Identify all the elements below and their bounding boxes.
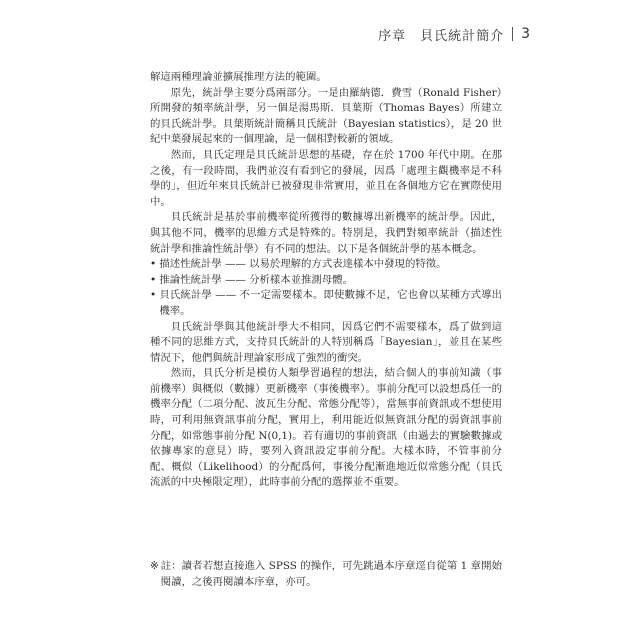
header-divider — [512, 27, 513, 41]
list-item-text: 推論性統計學 —— 分析樣本並推測母體。 — [159, 273, 353, 286]
list-item-text: 描述性統計學 —— 以易於理解的方式表達樣本中發現的特徵。 — [159, 258, 447, 271]
concept-list — [150, 257, 502, 319]
paragraph-continued: 解這兩種理論並擴展推理方法的範圍。 — [150, 71, 327, 83]
bullet-mark: • — [150, 258, 157, 271]
list-item — [150, 273, 502, 289]
footnote-mark: ※ — [150, 560, 159, 572]
body-text — [150, 70, 502, 491]
list-item-text: 貝氏統計學 —— 不一定需要樣本。即使數據不足，它也會以某種方式導出機率。 — [159, 289, 502, 317]
running-header — [378, 24, 530, 44]
paragraph-bayesian-conflict: 貝氏統計學與其他統計學大不相同，因爲它們不需要樣本，爲了做到這種不同的思維方式，支持貝氏統計的人特別稱爲「Bayesian」，並且在某些情況下，他們與統計理論家形成了強烈的衝突。 — [150, 320, 502, 364]
chapter-title: 序章 貝氏統計簡介 — [378, 28, 505, 44]
paragraph-bayes-theorem: 然而，貝氏定理是貝氏統計思想的基礎，存在於 1700 年代中期。在那之後，有一段時間，我們並沒有看到它的發展，因爲「處理主觀機率是不科學的」，但近年來貝氏統計已被發現非常實用，並且在各個地方它在實際使用中。 — [150, 148, 502, 208]
paragraph-prior-distribution: 然而，貝氏分析是模仿人類學習過程的想法，結合個人的事前知識（事前機率）與概似（數據）更新機率（事後機率）。事前分配可以設想爲任一的機率分配（二項分配、波瓦生分配、常態分配等），當無事前資訊或不想使用時，可利用無資訊事前分配，實用上，利用能近似無資訊分配的弱資訊事前分配，如常態事前分配 N(0,1)。若有適切的事前資訊（由過去的實驗數據或依據專家的意見）時，要列入資訊設定事前分配。大樣本時，不管事前分配、概似（Likelihood）的分配爲何，事後分配漸進地近似常態分配（貝氏流派的中央極限定理），此時事前分配的選擇並不重要。 — [150, 367, 502, 489]
paragraph-origins: 原先，統計學主要分爲兩部分。一是由羅納德．費雪（Ronald Fisher）所開發的頻率統計學，另一個是湯馬斯．貝葉斯（Thomas Bayes）所建立的貝氏統計學。貝葉斯統計簡稱貝氏統計（Bayesian statistics），是 20 世紀中葉發展起來的一個理論，是一個相對較新的領域。 — [150, 86, 502, 146]
paragraph-bayes-definition: 貝氏統計是基於事前機率從所獲得的數據導出新機率的統計學。因此，與其他不同，機率的思維方式是特殊的。特別是，我們對頻率統計（描述性統計學和推論性統計學）有不同的想法。以下是各個統計學的基本概念。 — [150, 211, 502, 255]
list-item — [150, 288, 502, 319]
page-number: 3 — [521, 26, 530, 42]
footnote-text: 註：讀者若想直接進入 SPSS 的操作，可先跳過本序章逕自從第 1 章開始閱讀，之後再閱讀本序章，亦可。 — [160, 560, 502, 588]
bullet-mark: • — [150, 273, 157, 286]
list-item — [150, 257, 502, 273]
bullet-mark: • — [150, 289, 157, 302]
footnote — [150, 558, 502, 590]
